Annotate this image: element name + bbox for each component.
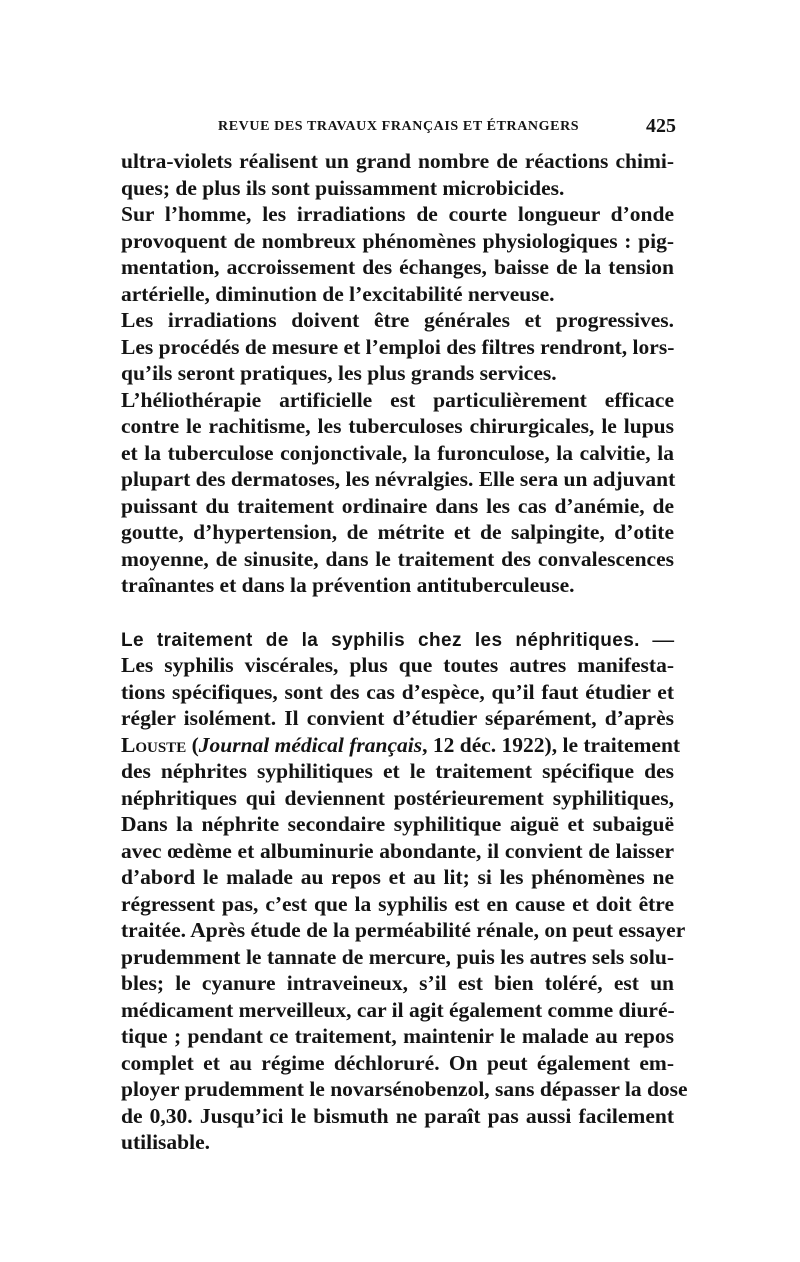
running-title: REVUE DES TRAVAUX FRANÇAIS ET ÉTRANGERS xyxy=(218,119,580,134)
text-line: prudemment le tannate de mercure, puis les autres sels solu- xyxy=(121,944,674,969)
text-line: médicament merveilleux, car il agit également comme diuré- xyxy=(121,997,675,1022)
text-line: traitée. Après étude de la perméabilité rénale, on peut essayer xyxy=(121,918,686,942)
text-line: plupart des dermatoses, les névralgies. Elle sera un adjuvant xyxy=(121,467,676,491)
text-line: d’abord le malade au repos et au lit; si les phénomènes ne xyxy=(121,865,674,889)
text-line: régler isolément. Il convient d’étudier séparément, d’après xyxy=(121,706,674,730)
text-line: ques; de plus ils sont puissamment microbicides. xyxy=(121,175,565,200)
citation-open: ( xyxy=(186,732,199,757)
text-line: goutte, d’hypertension, de métrite et de salpingite, d’otite xyxy=(121,520,674,544)
text-line: provoquent de nombreux phénomènes physiologiques : pig- xyxy=(121,228,674,253)
text-line: avec œdème et albuminurie abondante, il convient de laisser xyxy=(121,838,674,863)
citation-line xyxy=(121,732,681,759)
text-line: ployer prudemment le novarsénobenzol, sans dépasser la dose xyxy=(121,1077,688,1101)
section-gap xyxy=(121,599,674,626)
text-line: Les irradiations doivent être générales et progressives. xyxy=(121,308,674,332)
text-line: ultra-violets réalisent un grand nombre de réactions chimi- xyxy=(121,149,674,173)
page-number: 425 xyxy=(646,115,676,137)
text-line: L’héliothérapie artificielle est particulièrement efficace xyxy=(121,387,674,412)
text-line: qu’ils seront pratiques, les plus grands services. xyxy=(121,361,557,385)
text-line: régressent pas, c’est que la syphilis est en cause et doit être xyxy=(121,891,674,916)
citation-author: Louste xyxy=(121,732,187,757)
text-line: moyenne, de sinusite, dans le traitement des convalescences xyxy=(121,546,674,571)
text-line: Les procédés de mesure et l’emploi des filtres rendront, lors- xyxy=(121,334,675,359)
text-line: tique ; pendant ce traitement, maintenir le malade au repos xyxy=(121,1024,674,1048)
section-heading: Le traitement de la syphilis chez les néphritiques. xyxy=(121,629,640,651)
heading-dash: — xyxy=(639,626,675,651)
citation-date: , 12 déc. 1922), le traitement xyxy=(422,732,681,757)
body-text xyxy=(121,148,688,1156)
text-line: contre le rachitisme, les tuberculoses chirurgicales, le lupus xyxy=(121,414,674,438)
text-line: des néphrites syphilitiques et le traitement spécifique des xyxy=(121,759,674,783)
text-line: Dans la néphrite secondaire syphilitique aiguë et subaiguë xyxy=(121,812,674,836)
section-heading-line xyxy=(121,626,674,653)
text-line: traînantes et dans la prévention antituberculeuse. xyxy=(121,573,575,597)
citation-journal: Journal médical français xyxy=(198,732,423,757)
text-line: néphritiques qui deviennent postérieurement syphilitiques, xyxy=(121,785,674,810)
text-line: utilisable. xyxy=(121,1130,211,1154)
text-line: complet et au régime déchloruré. On peut également em- xyxy=(121,1050,674,1075)
text-line: puissant du traitement ordinaire dans les cas d’anémie, de xyxy=(121,493,674,518)
text-line: Sur l’homme, les irradiations de courte longueur d’onde xyxy=(121,202,674,226)
text-line: bles; le cyanure intraveineux, s’il est bien toléré, est un xyxy=(121,971,674,995)
text-line: Les syphilis viscérales, plus que toutes autres manifesta- xyxy=(121,653,674,677)
text-line: de 0,30. Jusqu’ici le bismuth ne paraît pas aussi facilement xyxy=(121,1103,674,1128)
text-line: mentation, accroissement des échanges, baisse de la tension xyxy=(121,255,674,279)
running-head xyxy=(218,117,678,139)
text-line: artérielle, diminution de l’excitabilité nerveuse. xyxy=(121,281,555,306)
text-line: tions spécifiques, sont des cas d’espèce, qu’il faut étudier et xyxy=(121,679,674,704)
text-line: et la tuberculose conjonctivale, la furonculose, la calvitie, la xyxy=(121,440,674,465)
